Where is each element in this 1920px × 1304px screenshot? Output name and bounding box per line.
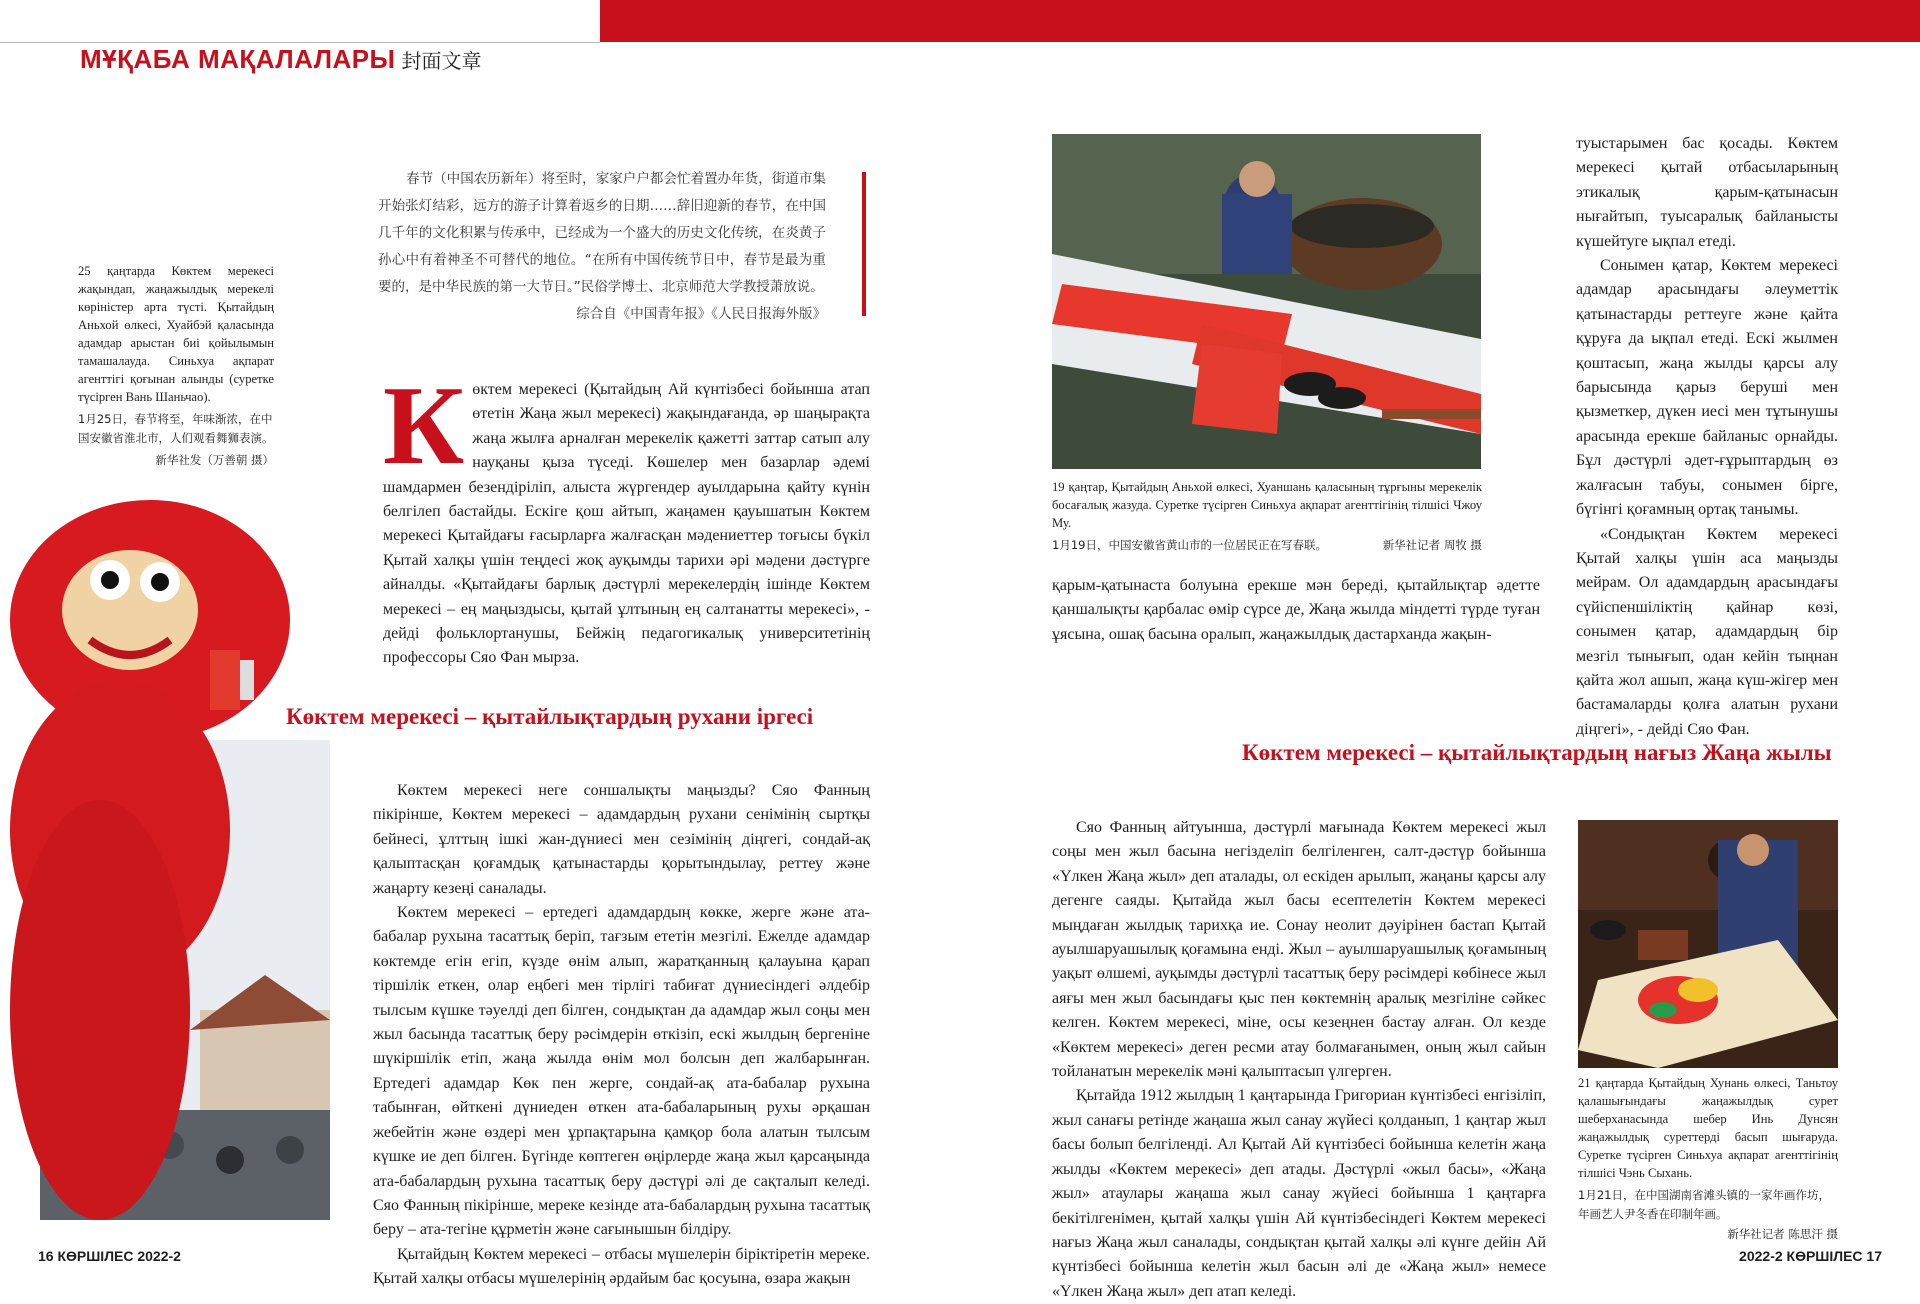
caption-bottom-right-kz: 21 қаңтарда Қытайдың Хунань өлкесі, Таньтоу қалашығындағы жаңажылдық сурет шеберханасында шебер Инь Дунсян жаңажылдық суреттерді басып шығаруда. Суретке түсірген Синьхуа ақпарат агенттігінің тілшісі Чэнь Сыхань. <box>1578 1076 1838 1180</box>
right-column-paragraph: «Сондықтан Көктем мерекесі Қытай халқы үшін аса маңызды мейрам. Ол адамдардың арасындағы сүйіспеншіліктің қайнар көзі, сонымен қатар, адамдардың бір мезгіл тынығып, одан кейін тыңнан қайта жол ашып, жаңа күш-жігер мен бастамаларды қолға алатын рухани діңгегі», - дейді Сяо Фан. <box>1576 525 1838 738</box>
section-title-cn: 封面文章 <box>401 49 482 73</box>
section1-paragraph: Көктем мерекесі – ертедегі адамдардың көкке, жерге және ата-бабалар рухына тасаттық беріп, тағзым ететін мезгілі. Ежелде адамдар көктемде егін егіп, күзде өнім алып, жаратқанның қалауына қарап тіршілік еткен, олар еңбегі мен тірлігі табиғат дүниесіндегі әлдебір тылсым күшке тәуелді деп білген, сондықтан да адамдар жыл соңы мен жыл басында тасаттық беру рәсімдерін өткізіп, ескі жылдың бергеніне шүкіршілік етіп, жаңа жылда өнім мол болсын деп жалбарынған. Ертедегі адамдар Көк пен жерге, сондай-ақ ата-бабалар рухына табынған, өйткені дүниеден өткен ата-бабаларының рухы әрқашан жебейтін және өздері мен ұрпақтарына қамқор бола алатын тылсым күшке ие деп білген. Бүгінде көптеген өңірлерде жаңа жыл қарсаңында ата-бабалардың рухына тасаттық беру дәстүрі әлі де сақталып келеді. Сяо Фанның пікірінше, мереке кезінде ата-бабалардың рухына тасаттық беру – ата-тегіне құрметін және сағынышын білдіру. <box>373 904 870 1239</box>
footer-right <box>1739 1248 1882 1264</box>
lead-article <box>383 364 870 671</box>
woodblock-print-illustration <box>1578 820 1838 1068</box>
section2-paragraph: Қытайда 1912 жылдың 1 қаңтарында Григориан күнтізбесі енгізіліп, жыл санағы ретінде жаңаша жыл санау жүйесі қолданып, 1 қаңтар жыл басы болып белгіленді. Ал Қытай Ай күнтізбесі бойынша келетін жаңа жылды «Көктем мерекесі» деп атады. Дәстүрлі «жыл басы», «Жаңа жыл» атаулары жаңаша жыл санау жүйесі бойынша 1 қаңтарға бекітілгенімен, қытай халқы үшін Ай күнтізбесіндегі Көктем мерекесі нағыз Жаңа жыл саналады, сондықтан қытай халқы әлі күнге дейін Ай күнтізбесі бойынша келетін жыл басын әлі де «Жаңа жыл» немесе «Үлкен Жаңа жыл» деп атап келеді. <box>1052 1087 1546 1300</box>
footer-left-title: КӨРШІЛЕС 2022-2 <box>57 1248 181 1264</box>
top-rule <box>0 42 600 43</box>
photo-right-top-caption-kz: 19 қаңтар, Қытайдың Аньхой өлкесі, Хуаншань қаласының тұрғыны мерекелік босағалық жазуда. Суретке түсірген Синьхуа ақпарат агенттігінің тілшісі Чжоу Му. <box>1052 480 1482 530</box>
right-column-paragraph: туыстарымен бас қосады. Көктем мерекесі қытай отбасыларының этикалық қарым-қатынасын нығайтып, туысаралық байланысты күшейтуге ықпал етеді. <box>1576 135 1838 250</box>
calligraphy-photo <box>1052 134 1481 469</box>
lion-dance-photo <box>0 470 330 1220</box>
caption-left <box>78 262 274 468</box>
section1-paragraph: Көктем мерекесі неге соншалықты маңызды? Сяо Фанның пікірінше, Көктем мерекесі – адамдардың рухани сенімінің сыртқы бейнесі, ұлттың ішкі жан-дүниесі мен сезімінің діңгегі, сондай-ақ қалыптасқан қоғамдық қатынастарды қорытындылау, реттеу және жаңарту кезеңі саналады. <box>373 782 870 897</box>
caption-bottom-right <box>1578 1074 1838 1242</box>
calligraphy-illustration <box>1052 134 1481 469</box>
caption-bottom-right-cn: 1月21日，在中国湖南省滩头镇的一家年画作坊，年画艺人尹冬香在印制年画。 <box>1578 1188 1830 1221</box>
photo-right-top-caption-credit: 新华社记者 周牧 摄 <box>1382 538 1482 552</box>
intro-cn-source: 综合自《中国青年报》《人民日报海外版》 <box>576 306 826 322</box>
photo-right-top-caption <box>1052 478 1482 555</box>
intro-accent-bar <box>862 172 866 316</box>
section1-body <box>373 779 870 1292</box>
woodblock-print-photo <box>1578 820 1838 1068</box>
section1-paragraph: Қытайдың Көктем мерекесі – отбасы мүшелерін біріктіретін мереке. Қытай халқы отбасы мүшелерінің әрдайым бас қосуына, өзара жақын <box>373 1245 870 1288</box>
photo-right-top-caption-cn-row <box>1052 536 1482 555</box>
lead-dropcap: К <box>383 364 465 488</box>
section2-body <box>1052 816 1546 1304</box>
footer-right-title: 2022-2 КӨРШІЛЕС <box>1739 1248 1863 1264</box>
footer-left <box>38 1248 181 1264</box>
continuation-text: қарым-қатынаста болуына ерекше мән береді, қытайлықтар әдетте қаншалықты қарбалас өмір сүрсе де, Жаңа жылда міндетті түрде туған ұясына, ошақ басына оралып, жаңажылдық дастарханда жақын- <box>1052 577 1540 643</box>
top-red-bar <box>600 0 1920 42</box>
footer-left-page-number: 16 <box>38 1248 54 1264</box>
caption-left-credit: 新华社发（万善朝 摄） <box>155 453 274 467</box>
right-column-paragraph: Сонымен қатар, Көктем мерекесі адамдар арасындағы әлеуметтік қатынастарды реттеуге және қайта құруға да ықпал етеді. Ескі жылмен қоштасып, жаңа жылды қарсы алу барысында қарыз беруші мен қызметкер, дүкен иесі мен тұтынушы арасында ерекше байланыс орнайды. Бұл дәстүрлі әдет-ғұрыптардың өз жалғасын табуы, сонымен бірге, бүгінгі қоғамның ортақ танымы. <box>1576 257 1838 519</box>
caption-left-kz: 25 қаңтарда Көктем мерекесі жақындап, жаңажылдық мерекелі көріністер арта түсті. Қытайдың Аньхой өлкесі, Хуайбэй қаласында адамдар арыстан биі қойылымын тамашалауда. Синьхуа ақпарат агенттігі қоғынан алынды (суретке түсірген Вань Шаньчао). <box>78 264 274 404</box>
lion-dance-illustration <box>0 470 330 1220</box>
section-header <box>80 44 482 75</box>
caption-left-cn: 1月25日，春节将至，年味渐浓，在中国安徽省淮北市，人们观看舞狮表演。 <box>78 412 274 445</box>
right-column <box>1576 132 1838 742</box>
section-title-kz: МҰҚАБА МАҚАЛАЛАРЫ <box>80 44 396 74</box>
lead-text: өктем мерекесі (Қытайдың Ай күнтізбесі бойынша атап өтетін Жаңа жыл мерекесі) жақындағанда, әр шаңырақта жаңа жылға арналған мерекелік қажетті заттар сатып алу науқаны қыза түседі. Көшелер мен базарлар әдемі шамдармен безендіріліп, алыста жүргендер ауылдарына қайту күнін белгілеп бастайды. Ескіге қош айтып, жаңамен қауышатын Көктем мерекесі Қытайдағы ғасырларға жалғасқан мәдениеттер тоғысы бүкіл Қытай халқы үшін теңдесі жоқ ауқымды тарихи әрі мәдени дәстүрге айналды. «Қытайдағы барлық дәстүрлі мерекелердің ішінде Көктем мерекесі – ең маңыздысы, қытай ұлтының ең салтанатты мерекесі», - дейді фольклортанушы, Бейжің педагогикалық университетінің профессоры Сяо Фан мырза. <box>383 381 870 667</box>
photo-right-top-caption-cn: 1月19日，中国安徽省黄山市的一位居民正在写春联。 <box>1052 538 1327 552</box>
section1-heading: Көктем мерекесі – қытайлықтардың рухани іргесі <box>286 704 814 729</box>
footer-right-page-number: 17 <box>1866 1248 1882 1264</box>
section2-paragraph: Сяо Фанның айтуынша, дәстүрлі мағынада Көктем мерекесі жыл соңы мен жыл басына негізделіп белгіленген, салт-дәстүр бойынша «Үлкен Жаңа жыл» деп аталады, ол ескіден арылып, жаңаны қарсы алу дегенге саяды. Қытайда жыл басы есептелетін Көктем мерекесі мыңдаған жылдық тарихқа ие. Сонау неолит дәуірінен бастап Қытай ауылшаруашылық қоғамына енді. Жыл – ауылшаруашылық қоғамының уақыт өлшемі, ауқымды дәстүрлі тасаттық беру рәсімдері көбінесе жыл аяғы мен жыл басындағы қыс пен көктемнің аралық мезгіліне сәйкес келген. Көктем мерекесі, міне, осы кезеңнен бастау алған. Ол кезде «Көктем мерекесі» деген ресми атау болмағанымен, оның жыл сайын тойланатын мерекелік мәні қалыптасып үлгерген. <box>1052 819 1546 1081</box>
intro-cn <box>378 166 826 328</box>
intro-cn-text: 春节（中国农历新年）将至时，家家户户都会忙着置办年货，街道市集开始张灯结彩，远方的游子计算着返乡的日期……辞旧迎新的春节，在中国几千年的文化积累与传承中，已经成为一个盛大的历史文化传统，在炎黄子孙心中有着神圣不可替代的地位。“在所有中国传统节日中，春节是最为重要的，是中华民族的第一大节日。”民俗学博士、北京师范大学教授萧放说。 <box>378 171 826 295</box>
section2-heading: Көктем мерекесі – қытайлықтардың нағыз Жаңа жылы <box>1242 740 1832 765</box>
caption-bottom-right-credit: 新华社记者 陈思汗 摄 <box>1727 1227 1838 1241</box>
